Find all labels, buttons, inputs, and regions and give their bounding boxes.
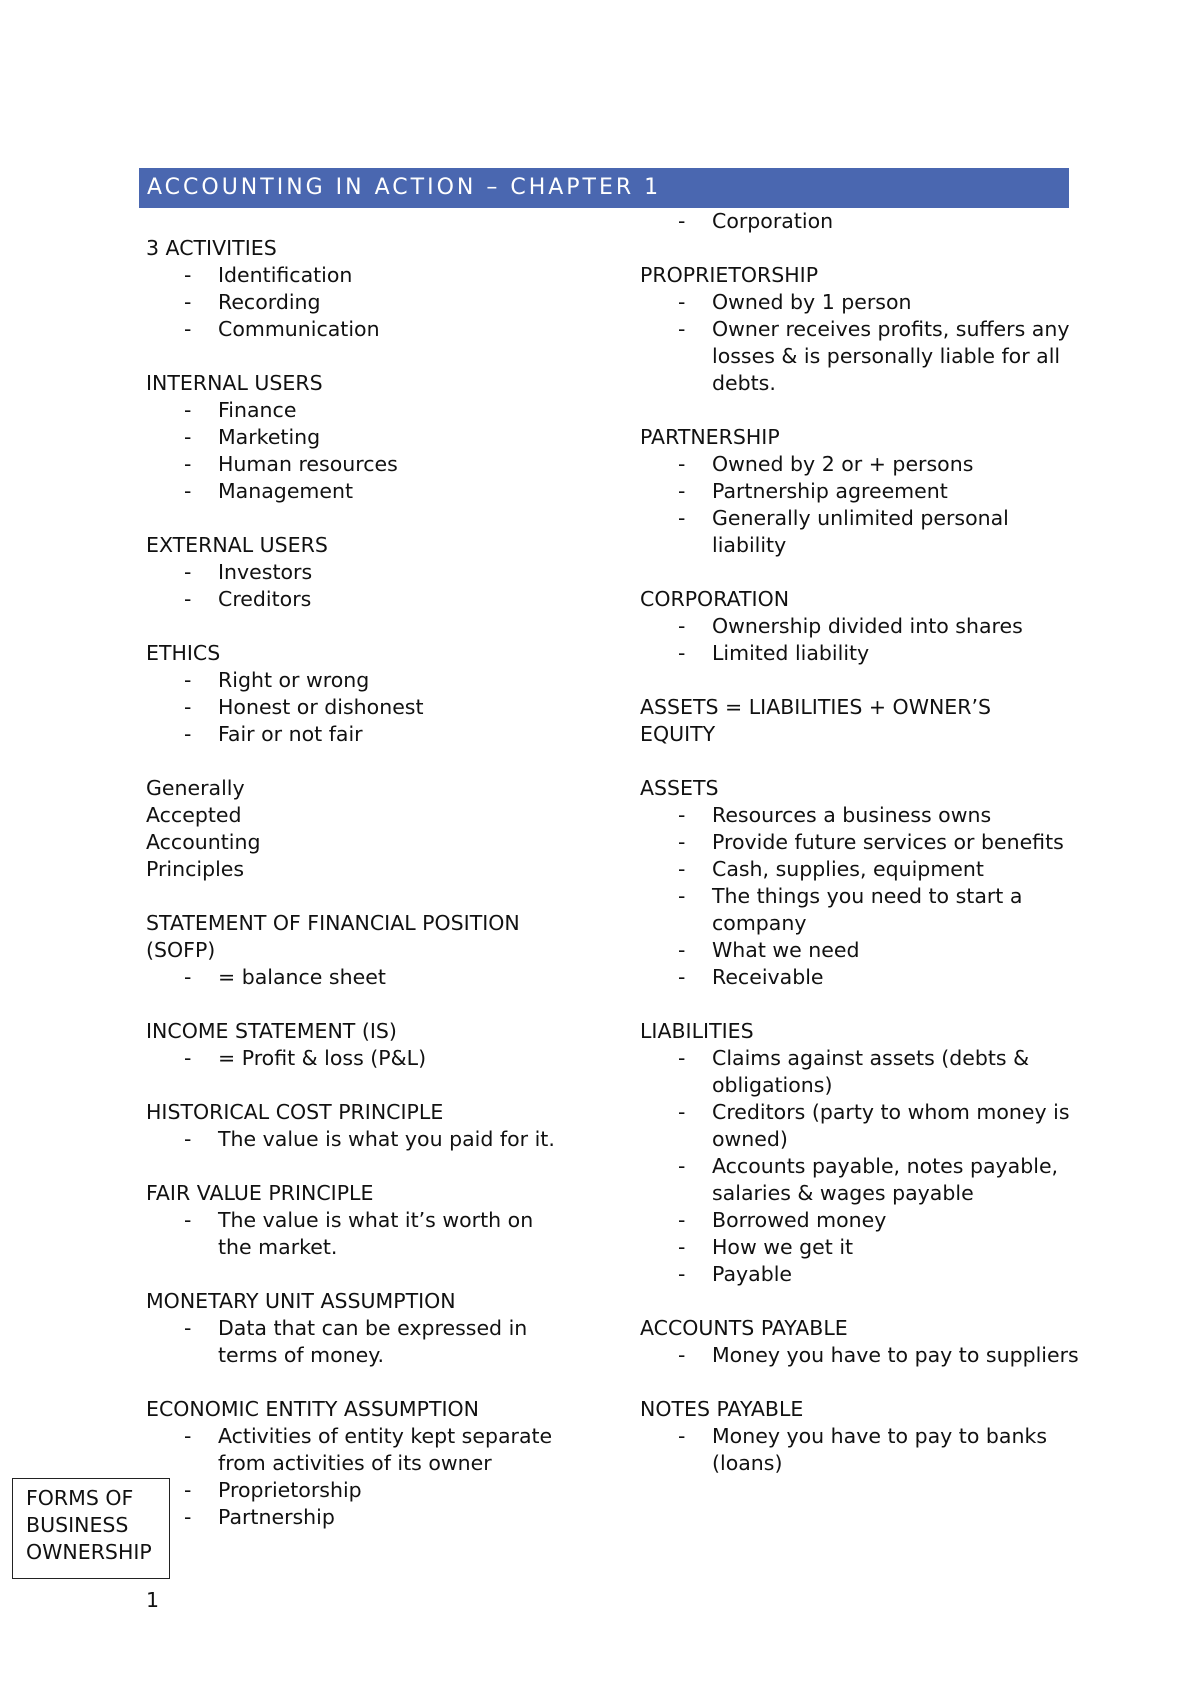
list-item-text: The value is what you paid for it. (218, 1127, 555, 1151)
dash-list (640, 451, 1080, 559)
note-section (640, 262, 1080, 397)
dash-bullet: - (184, 695, 192, 719)
list-item (146, 559, 566, 586)
list-item (640, 856, 1080, 883)
list-item-text: Generally unlimited personal liability (712, 506, 1009, 557)
list-item-text: Claims against assets (debts & obligations) (712, 1046, 1030, 1097)
dash-bullet: - (184, 965, 192, 989)
list-item-text: Accounts payable, notes payable, salaries & wages payable (712, 1154, 1059, 1205)
dash-bullet: - (678, 1208, 686, 1232)
note-section (146, 640, 566, 748)
list-item-text: = Profit & loss (P&L) (218, 1046, 427, 1070)
list-item (146, 1126, 566, 1153)
dash-bullet: - (184, 479, 192, 503)
note-section (640, 775, 1080, 991)
list-item (146, 424, 566, 451)
list-item-text: Money you have to pay to banks (loans) (712, 1424, 1048, 1475)
list-item (146, 667, 566, 694)
list-item (640, 1045, 1080, 1099)
section-gap (640, 397, 1080, 424)
dash-bullet: - (678, 965, 686, 989)
note-section (146, 1396, 566, 1531)
dash-bullet: - (184, 1127, 192, 1151)
section-heading: INTERNAL USERS (146, 371, 323, 395)
list-item-text: Receivable (712, 965, 824, 989)
note-section (146, 1018, 566, 1072)
left-sections (146, 235, 566, 1531)
dash-bullet: - (184, 722, 192, 746)
list-item-text: Resources a business owns (712, 803, 992, 827)
dash-list (146, 1315, 566, 1369)
list-item-text: Honest or dishonest (218, 695, 424, 719)
dash-list (146, 1423, 566, 1531)
list-item-text: Creditors (218, 587, 312, 611)
section-heading: ASSETS (640, 776, 719, 800)
section-gap (640, 748, 1080, 775)
dash-bullet: - (184, 290, 192, 314)
section-gap (640, 991, 1080, 1018)
list-item-text: Owned by 2 or + persons (712, 452, 974, 476)
section-heading: PARTNERSHIP (640, 425, 780, 449)
list-item (146, 1315, 566, 1369)
dash-bullet: - (184, 668, 192, 692)
list-item-text: Ownership divided into shares (712, 614, 1023, 638)
note-section (146, 1099, 566, 1153)
list-item-text: Provide future services or benefits (712, 830, 1064, 854)
note-section (146, 235, 566, 343)
list-item (146, 1477, 566, 1504)
list-item-text: Data that can be expressed in terms of money. (218, 1316, 528, 1367)
section-gap (146, 343, 566, 370)
section-gap (640, 667, 1080, 694)
list-item (640, 478, 1080, 505)
list-item-text: Investors (218, 560, 313, 584)
note-section (146, 532, 566, 613)
dash-bullet: - (184, 1046, 192, 1070)
list-item (640, 1207, 1080, 1234)
dash-bullet: - (184, 587, 192, 611)
section-heading: STATEMENT OF FINANCIAL POSITION (SOFP) (146, 911, 520, 962)
list-item-text: Identification (218, 263, 353, 287)
dash-list (640, 613, 1080, 667)
section-heading: FAIR VALUE PRINCIPLE (146, 1181, 374, 1205)
list-item-text: Management (218, 479, 354, 503)
section-gap (146, 1072, 566, 1099)
list-item-text: Recording (218, 290, 321, 314)
list-item (640, 802, 1080, 829)
dash-bullet: - (678, 1424, 686, 1448)
dash-bullet: - (678, 479, 686, 503)
list-item-text: Partnership (218, 1505, 335, 1529)
dash-bullet: - (184, 452, 192, 476)
section-gap (146, 1369, 566, 1396)
list-item (640, 1099, 1080, 1153)
list-item-text: Owner receives profits, suffers any losses & is personally liable for all debts. (712, 317, 1070, 395)
section-heading: PROPRIETORSHIP (640, 263, 819, 287)
list-item-text: Cash, supplies, equipment (712, 857, 984, 881)
list-item (640, 883, 1080, 937)
section-heading: NOTES PAYABLE (640, 1397, 804, 1421)
dash-bullet: - (184, 1505, 192, 1529)
list-item (640, 316, 1080, 397)
list-item-text: Communication (218, 317, 380, 341)
page-number: 1 (146, 1588, 160, 1612)
dash-bullet: - (184, 1478, 192, 1502)
dash-bullet: - (678, 209, 686, 233)
dash-bullet: - (678, 506, 686, 530)
list-item (640, 613, 1080, 640)
section-heading: 3 ACTIVITIES (146, 236, 277, 260)
dash-bullet: - (678, 1343, 686, 1367)
right-sections (640, 262, 1080, 1477)
note-section (146, 370, 566, 505)
list-item (146, 451, 566, 478)
note-section (146, 775, 566, 883)
list-item-text: Fair or not fair (218, 722, 363, 746)
dash-list (146, 397, 566, 505)
dash-bullet: - (678, 1100, 686, 1124)
list-item-text: What we need (712, 938, 860, 962)
list-item (146, 262, 566, 289)
note-section (146, 1288, 566, 1369)
dash-list (640, 1342, 1080, 1369)
list-item-text: Partnership agreement (712, 479, 948, 503)
note-section (640, 1396, 1080, 1477)
section-gap (146, 748, 566, 775)
list-item-text: Money you have to pay to suppliers (712, 1343, 1079, 1367)
list-item (146, 1207, 566, 1261)
list-item (146, 1423, 566, 1477)
list-item (146, 586, 566, 613)
list-item-text: Human resources (218, 452, 398, 476)
list-item (146, 694, 566, 721)
section-heading: ECONOMIC ENTITY ASSUMPTION (146, 1397, 479, 1421)
list-item-text: Activities of entity kept separate from activities of its owner (218, 1424, 553, 1475)
list-item (146, 478, 566, 505)
list-item-text: The value is what it’s worth on the market. (218, 1208, 534, 1259)
list-item-text: Corporation (712, 209, 834, 233)
section-heading: EXTERNAL USERS (146, 533, 328, 557)
list-item-text: Right or wrong (218, 668, 370, 692)
list-item (640, 505, 1080, 559)
left-column (146, 208, 566, 1531)
list-item (146, 1045, 566, 1072)
dash-bullet: - (678, 857, 686, 881)
section-heading: Generally Accepted Accounting Principles (146, 776, 261, 881)
section-heading: LIABILITIES (640, 1019, 754, 1043)
section-heading: MONETARY UNIT ASSUMPTION (146, 1289, 456, 1313)
dash-list (146, 559, 566, 613)
dash-bullet: - (678, 317, 686, 341)
dash-bullet: - (184, 560, 192, 584)
note-section (640, 424, 1080, 559)
dash-bullet: - (678, 452, 686, 476)
list-item (640, 1234, 1080, 1261)
section-gap (640, 1369, 1080, 1396)
dash-list (640, 289, 1080, 397)
list-item-text: Limited liability (712, 641, 870, 665)
dash-bullet: - (678, 830, 686, 854)
list-item (640, 451, 1080, 478)
note-section (146, 910, 566, 991)
list-item-text: Borrowed money (712, 1208, 887, 1232)
dash-bullet: - (678, 884, 686, 908)
dash-bullet: - (678, 1235, 686, 1259)
forms-of-business-ownership-box: FORMS OF BUSINESS OWNERSHIP (12, 1478, 170, 1579)
note-section (640, 1018, 1080, 1288)
list-item (146, 964, 566, 991)
note-section (640, 694, 1080, 748)
note-section (640, 586, 1080, 667)
list-item-text: Marketing (218, 425, 321, 449)
dash-bullet: - (678, 1262, 686, 1286)
right-top-spacer (640, 235, 1080, 262)
section-heading: INCOME STATEMENT (IS) (146, 1019, 397, 1043)
dash-bullet: - (678, 1046, 686, 1070)
list-item-text: The things you need to start a company (712, 884, 1023, 935)
dash-bullet: - (184, 263, 192, 287)
dash-bullet: - (678, 938, 686, 962)
dash-bullet: - (678, 290, 686, 314)
dash-bullet: - (184, 317, 192, 341)
dash-bullet: - (678, 614, 686, 638)
right-column (640, 208, 1080, 1477)
list-item (640, 829, 1080, 856)
list-item (146, 316, 566, 343)
list-item (640, 208, 1080, 235)
dash-list (146, 964, 566, 991)
list-item (640, 640, 1080, 667)
dash-bullet: - (184, 425, 192, 449)
section-heading: HISTORICAL COST PRINCIPLE (146, 1100, 444, 1124)
list-item (640, 937, 1080, 964)
dash-bullet: - (678, 641, 686, 665)
list-item (640, 1153, 1080, 1207)
list-item-text: Payable (712, 1262, 793, 1286)
dash-list (146, 262, 566, 343)
list-item (640, 1423, 1080, 1477)
list-item (640, 289, 1080, 316)
note-section (640, 1315, 1080, 1369)
dash-list (146, 1207, 566, 1261)
section-gap (146, 1261, 566, 1288)
dash-bullet: - (184, 1208, 192, 1232)
list-item-text: Creditors (party to whom money is owned) (712, 1100, 1070, 1151)
section-gap (146, 991, 566, 1018)
dash-bullet: - (184, 398, 192, 422)
chapter-title: ACCOUNTING IN ACTION – CHAPTER 1 (139, 168, 1069, 208)
note-section (146, 1180, 566, 1261)
section-heading: ETHICS (146, 641, 221, 665)
list-item (640, 964, 1080, 991)
dash-list (640, 1045, 1080, 1288)
list-item (640, 1261, 1080, 1288)
dash-bullet: - (678, 1154, 686, 1178)
section-heading: ACCOUNTS PAYABLE (640, 1316, 848, 1340)
dash-bullet: - (678, 803, 686, 827)
list-item (640, 1342, 1080, 1369)
dash-list (146, 1126, 566, 1153)
list-item-text: = balance sheet (218, 965, 386, 989)
list-item (146, 397, 566, 424)
dash-list (146, 1045, 566, 1072)
list-item-text: Proprietorship (218, 1478, 362, 1502)
section-gap (146, 505, 566, 532)
list-item-text: Finance (218, 398, 297, 422)
dash-list (146, 667, 566, 748)
dash-bullet: - (184, 1424, 192, 1448)
section-gap (640, 559, 1080, 586)
section-gap (146, 883, 566, 910)
dash-list (640, 802, 1080, 991)
continued-list (640, 208, 1080, 235)
list-item-text: Owned by 1 person (712, 290, 912, 314)
section-heading: ASSETS = LIABILITIES + OWNER’S EQUITY (640, 695, 992, 746)
left-top-spacer (146, 208, 566, 235)
dash-list (640, 1423, 1080, 1477)
list-item (146, 721, 566, 748)
section-heading: CORPORATION (640, 587, 790, 611)
list-item (146, 1504, 566, 1531)
section-gap (640, 1288, 1080, 1315)
list-item-text: How we get it (712, 1235, 854, 1259)
dash-bullet: - (184, 1316, 192, 1340)
section-gap (146, 613, 566, 640)
section-gap (146, 1153, 566, 1180)
list-item (146, 289, 566, 316)
